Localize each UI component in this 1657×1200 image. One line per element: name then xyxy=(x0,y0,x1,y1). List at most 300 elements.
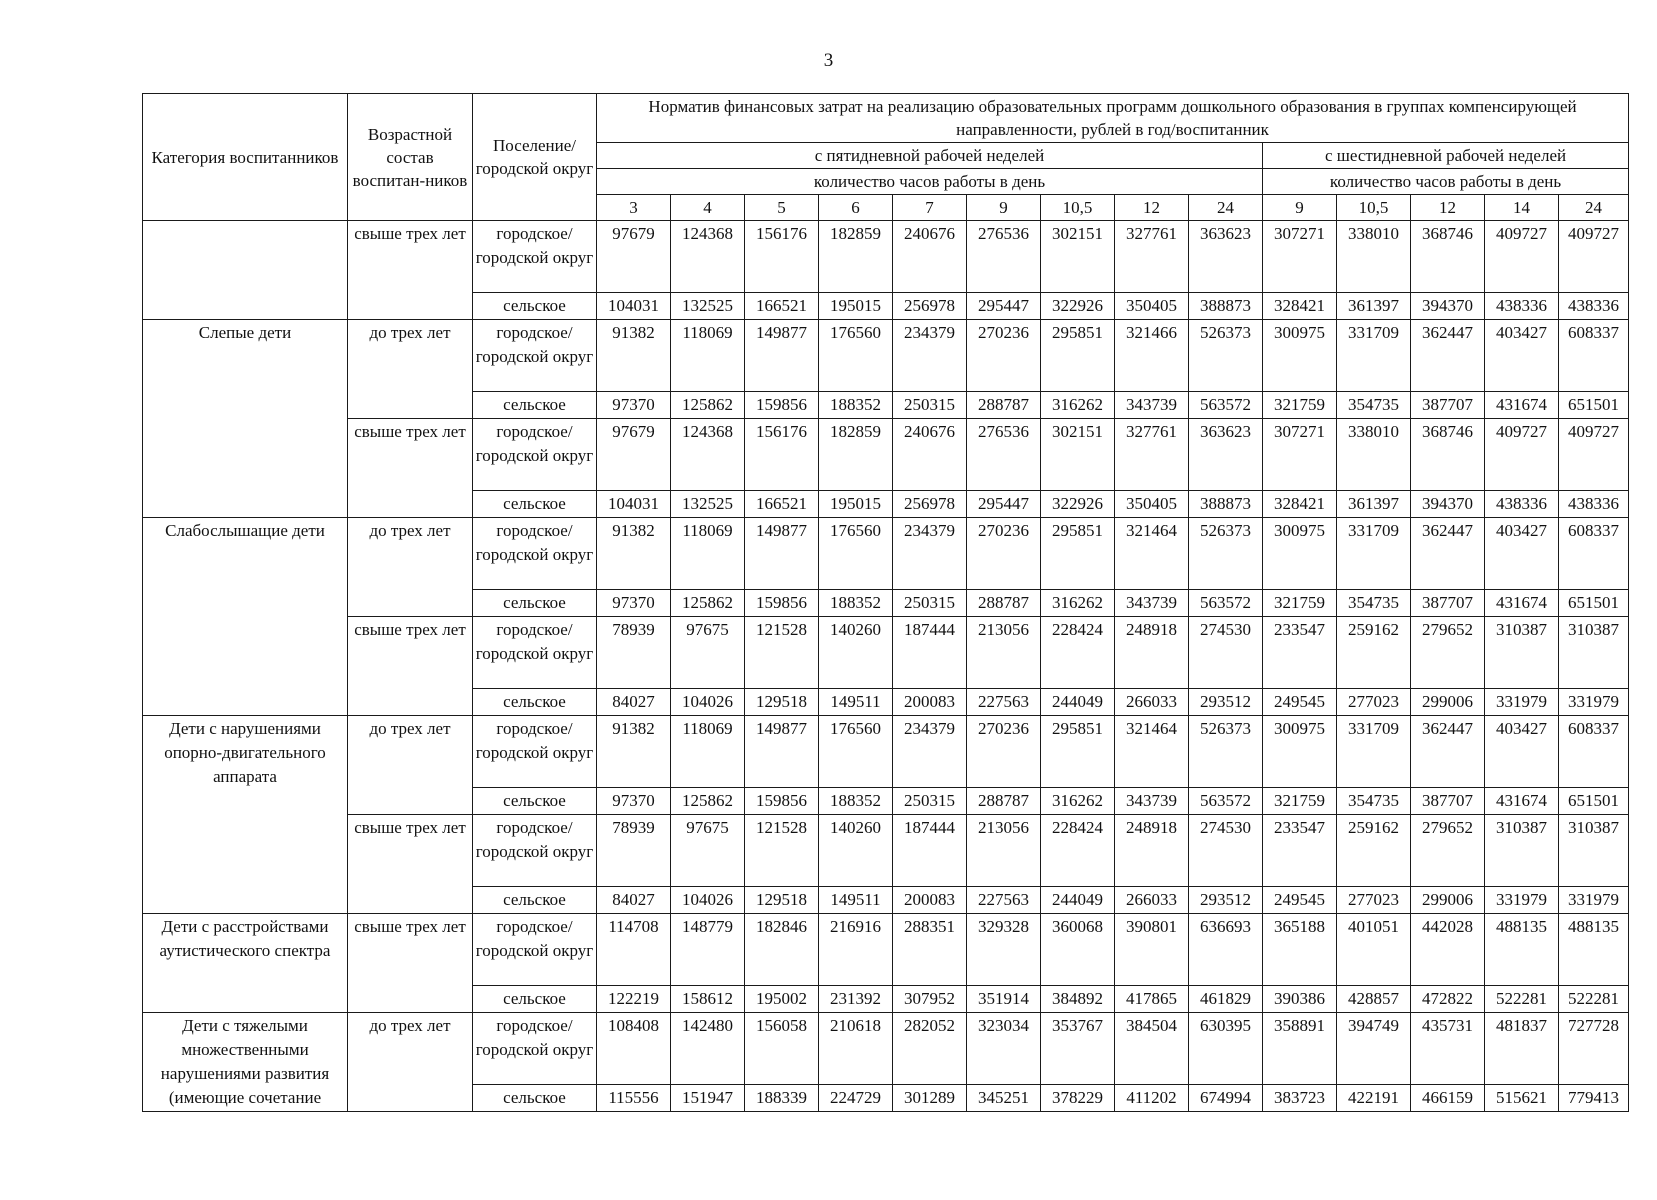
value-cell: 353767 xyxy=(1041,1013,1115,1085)
value-cell: 159856 xyxy=(745,392,819,419)
value-cell: 118069 xyxy=(671,320,745,392)
value-cell: 488135 xyxy=(1485,914,1559,986)
value-cell: 323034 xyxy=(967,1013,1041,1085)
value-cell: 97679 xyxy=(597,221,671,293)
value-cell: 158612 xyxy=(671,986,745,1013)
value-cell: 338010 xyxy=(1337,419,1411,491)
value-cell: 321464 xyxy=(1115,716,1189,788)
value-cell: 91382 xyxy=(597,320,671,392)
value-cell: 256978 xyxy=(893,491,967,518)
value-cell: 78939 xyxy=(597,617,671,689)
settlement-cell: сельское xyxy=(473,1085,597,1112)
value-cell: 156058 xyxy=(745,1013,819,1085)
value-cell: 310387 xyxy=(1485,617,1559,689)
value-cell: 195015 xyxy=(819,293,893,320)
value-cell: 466159 xyxy=(1411,1085,1485,1112)
value-cell: 248918 xyxy=(1115,815,1189,887)
value-cell: 234379 xyxy=(893,716,967,788)
value-cell: 299006 xyxy=(1411,689,1485,716)
value-cell: 526373 xyxy=(1189,320,1263,392)
value-cell: 276536 xyxy=(967,221,1041,293)
settlement-cell: сельское xyxy=(473,293,597,320)
age-cell: свыше трех лет xyxy=(348,419,473,518)
value-cell: 78939 xyxy=(597,815,671,887)
value-cell: 149511 xyxy=(819,689,893,716)
value-cell: 384504 xyxy=(1115,1013,1189,1085)
value-cell: 608337 xyxy=(1559,518,1629,590)
header-category: Категория воспитанников xyxy=(143,94,348,221)
settlement-cell: городское/ городской округ xyxy=(473,617,597,689)
table-row xyxy=(143,221,1629,293)
value-cell: 321759 xyxy=(1263,788,1337,815)
value-cell: 213056 xyxy=(967,617,1041,689)
value-cell: 97675 xyxy=(671,617,745,689)
value-cell: 409727 xyxy=(1485,419,1559,491)
value-cell: 282052 xyxy=(893,1013,967,1085)
category-cell: Дети с нарушениями опорно-двигательного аппарата xyxy=(143,716,348,914)
value-cell: 363623 xyxy=(1189,419,1263,491)
value-cell: 409727 xyxy=(1485,221,1559,293)
value-cell: 310387 xyxy=(1485,815,1559,887)
value-cell: 321759 xyxy=(1263,392,1337,419)
hours-cell: 9 xyxy=(1263,195,1337,221)
value-cell: 231392 xyxy=(819,986,893,1013)
value-cell: 97679 xyxy=(597,419,671,491)
value-cell: 354735 xyxy=(1337,392,1411,419)
value-cell: 84027 xyxy=(597,887,671,914)
value-cell: 279652 xyxy=(1411,815,1485,887)
value-cell: 216916 xyxy=(819,914,893,986)
value-cell: 176560 xyxy=(819,320,893,392)
settlement-cell: городское/ городской округ xyxy=(473,320,597,392)
value-cell: 472822 xyxy=(1411,986,1485,1013)
value-cell: 360068 xyxy=(1041,914,1115,986)
value-cell: 608337 xyxy=(1559,716,1629,788)
value-cell: 350405 xyxy=(1115,293,1189,320)
value-cell: 244049 xyxy=(1041,887,1115,914)
category-cell: Дети с расстройствами аутистического спектра xyxy=(143,914,348,1013)
value-cell: 321759 xyxy=(1263,590,1337,617)
table-row xyxy=(143,914,1629,986)
value-cell: 266033 xyxy=(1115,689,1189,716)
value-cell: 362447 xyxy=(1411,716,1485,788)
table-body xyxy=(143,221,1629,1112)
value-cell: 166521 xyxy=(745,491,819,518)
table-row xyxy=(143,1013,1629,1085)
value-cell: 270236 xyxy=(967,716,1041,788)
value-cell: 288351 xyxy=(893,914,967,986)
value-cell: 343739 xyxy=(1115,392,1189,419)
value-cell: 435731 xyxy=(1411,1013,1485,1085)
value-cell: 293512 xyxy=(1189,689,1263,716)
value-cell: 331709 xyxy=(1337,716,1411,788)
value-cell: 563572 xyxy=(1189,590,1263,617)
value-cell: 213056 xyxy=(967,815,1041,887)
age-cell: до трех лет xyxy=(348,518,473,617)
value-cell: 182859 xyxy=(819,221,893,293)
value-cell: 149511 xyxy=(819,887,893,914)
value-cell: 270236 xyxy=(967,518,1041,590)
value-cell: 266033 xyxy=(1115,887,1189,914)
hours-cell: 9 xyxy=(967,195,1041,221)
value-cell: 651501 xyxy=(1559,392,1629,419)
value-cell: 428857 xyxy=(1337,986,1411,1013)
value-cell: 104026 xyxy=(671,689,745,716)
header-hours-five: количество часов работы в день xyxy=(597,169,1263,195)
value-cell: 176560 xyxy=(819,716,893,788)
normative-table xyxy=(142,93,1629,1112)
value-cell: 563572 xyxy=(1189,392,1263,419)
value-cell: 227563 xyxy=(967,887,1041,914)
value-cell: 401051 xyxy=(1337,914,1411,986)
value-cell: 438336 xyxy=(1559,293,1629,320)
value-cell: 316262 xyxy=(1041,788,1115,815)
value-cell: 176560 xyxy=(819,518,893,590)
header-norm: Норматив финансовых затрат на реализацию образовательных программ дошкольного образования в группах компенсирующей направленности, рублей в год/воспитанник xyxy=(597,94,1629,143)
value-cell: 200083 xyxy=(893,887,967,914)
hours-cell: 7 xyxy=(893,195,967,221)
table-row xyxy=(143,815,1629,887)
hours-cell: 10,5 xyxy=(1041,195,1115,221)
value-cell: 104026 xyxy=(671,887,745,914)
age-cell: свыше трех лет xyxy=(348,617,473,716)
settlement-cell: городское/ городской округ xyxy=(473,419,597,491)
value-cell: 277023 xyxy=(1337,689,1411,716)
value-cell: 362447 xyxy=(1411,320,1485,392)
value-cell: 481837 xyxy=(1485,1013,1559,1085)
value-cell: 104031 xyxy=(597,293,671,320)
value-cell: 390386 xyxy=(1263,986,1337,1013)
settlement-cell: сельское xyxy=(473,986,597,1013)
value-cell: 394749 xyxy=(1337,1013,1411,1085)
value-cell: 129518 xyxy=(745,689,819,716)
value-cell: 233547 xyxy=(1263,815,1337,887)
value-cell: 121528 xyxy=(745,617,819,689)
hours-cell: 24 xyxy=(1189,195,1263,221)
settlement-cell: сельское xyxy=(473,590,597,617)
table-header xyxy=(143,94,1629,221)
value-cell: 149877 xyxy=(745,320,819,392)
value-cell: 122219 xyxy=(597,986,671,1013)
value-cell: 159856 xyxy=(745,788,819,815)
value-cell: 156176 xyxy=(745,419,819,491)
value-cell: 636693 xyxy=(1189,914,1263,986)
value-cell: 331979 xyxy=(1559,887,1629,914)
value-cell: 674994 xyxy=(1189,1085,1263,1112)
value-cell: 115556 xyxy=(597,1085,671,1112)
value-cell: 249545 xyxy=(1263,689,1337,716)
value-cell: 310387 xyxy=(1559,617,1629,689)
age-cell: до трех лет xyxy=(348,1013,473,1112)
value-cell: 394370 xyxy=(1411,293,1485,320)
value-cell: 361397 xyxy=(1337,293,1411,320)
value-cell: 461829 xyxy=(1189,986,1263,1013)
value-cell: 300975 xyxy=(1263,716,1337,788)
value-cell: 321466 xyxy=(1115,320,1189,392)
value-cell: 240676 xyxy=(893,221,967,293)
category-cell: Дети с тяжелыми множественными нарушениями развития (имеющие сочетание xyxy=(143,1013,348,1112)
value-cell: 387707 xyxy=(1411,590,1485,617)
value-cell: 351914 xyxy=(967,986,1041,1013)
value-cell: 365188 xyxy=(1263,914,1337,986)
value-cell: 388873 xyxy=(1189,293,1263,320)
value-cell: 526373 xyxy=(1189,716,1263,788)
value-cell: 431674 xyxy=(1485,788,1559,815)
value-cell: 188352 xyxy=(819,590,893,617)
value-cell: 300975 xyxy=(1263,320,1337,392)
value-cell: 388873 xyxy=(1189,491,1263,518)
value-cell: 125862 xyxy=(671,392,745,419)
value-cell: 403427 xyxy=(1485,518,1559,590)
value-cell: 121528 xyxy=(745,815,819,887)
value-cell: 276536 xyxy=(967,419,1041,491)
hours-cell: 12 xyxy=(1411,195,1485,221)
header-six-day: с шестидневной рабочей неделей xyxy=(1263,143,1629,169)
value-cell: 363623 xyxy=(1189,221,1263,293)
value-cell: 403427 xyxy=(1485,716,1559,788)
header-five-day: с пятидневной рабочей неделей xyxy=(597,143,1263,169)
value-cell: 249545 xyxy=(1263,887,1337,914)
value-cell: 233547 xyxy=(1263,617,1337,689)
value-cell: 328421 xyxy=(1263,491,1337,518)
value-cell: 288787 xyxy=(967,590,1041,617)
header-hours-six: количество часов работы в день xyxy=(1263,169,1629,195)
hours-cell: 24 xyxy=(1559,195,1629,221)
settlement-cell: городское/ городской округ xyxy=(473,1013,597,1085)
value-cell: 563572 xyxy=(1189,788,1263,815)
value-cell: 295851 xyxy=(1041,716,1115,788)
hours-cell: 4 xyxy=(671,195,745,221)
table-row xyxy=(143,518,1629,590)
value-cell: 125862 xyxy=(671,590,745,617)
hours-cell: 6 xyxy=(819,195,893,221)
value-cell: 182859 xyxy=(819,419,893,491)
value-cell: 431674 xyxy=(1485,392,1559,419)
value-cell: 97370 xyxy=(597,590,671,617)
value-cell: 322926 xyxy=(1041,293,1115,320)
value-cell: 438336 xyxy=(1485,491,1559,518)
value-cell: 188339 xyxy=(745,1085,819,1112)
value-cell: 187444 xyxy=(893,617,967,689)
value-cell: 727728 xyxy=(1559,1013,1629,1085)
settlement-cell: городское/ городской округ xyxy=(473,914,597,986)
value-cell: 327761 xyxy=(1115,221,1189,293)
value-cell: 248918 xyxy=(1115,617,1189,689)
value-cell: 108408 xyxy=(597,1013,671,1085)
value-cell: 132525 xyxy=(671,293,745,320)
value-cell: 159856 xyxy=(745,590,819,617)
value-cell: 195015 xyxy=(819,491,893,518)
value-cell: 338010 xyxy=(1337,221,1411,293)
value-cell: 383723 xyxy=(1263,1085,1337,1112)
value-cell: 149877 xyxy=(745,518,819,590)
value-cell: 129518 xyxy=(745,887,819,914)
settlement-cell: городское/ городской округ xyxy=(473,716,597,788)
value-cell: 302151 xyxy=(1041,419,1115,491)
value-cell: 277023 xyxy=(1337,887,1411,914)
value-cell: 250315 xyxy=(893,788,967,815)
value-cell: 302151 xyxy=(1041,221,1115,293)
page-number: 3 xyxy=(823,50,834,71)
settlement-cell: сельское xyxy=(473,788,597,815)
settlement-cell: сельское xyxy=(473,491,597,518)
value-cell: 322926 xyxy=(1041,491,1115,518)
value-cell: 358891 xyxy=(1263,1013,1337,1085)
age-cell: до трех лет xyxy=(348,320,473,419)
settlement-cell: городское/ городской округ xyxy=(473,815,597,887)
value-cell: 403427 xyxy=(1485,320,1559,392)
value-cell: 316262 xyxy=(1041,392,1115,419)
hours-cell: 12 xyxy=(1115,195,1189,221)
value-cell: 422191 xyxy=(1337,1085,1411,1112)
value-cell: 274530 xyxy=(1189,815,1263,887)
value-cell: 97675 xyxy=(671,815,745,887)
category-cell: Слабослышащие дети xyxy=(143,518,348,716)
value-cell: 244049 xyxy=(1041,689,1115,716)
value-cell: 182846 xyxy=(745,914,819,986)
value-cell: 228424 xyxy=(1041,617,1115,689)
settlement-cell: городское/ городской округ xyxy=(473,518,597,590)
settlement-cell: сельское xyxy=(473,887,597,914)
value-cell: 301289 xyxy=(893,1085,967,1112)
value-cell: 307271 xyxy=(1263,221,1337,293)
value-cell: 343739 xyxy=(1115,590,1189,617)
value-cell: 327761 xyxy=(1115,419,1189,491)
value-cell: 417865 xyxy=(1115,986,1189,1013)
value-cell: 234379 xyxy=(893,320,967,392)
value-cell: 368746 xyxy=(1411,419,1485,491)
value-cell: 114708 xyxy=(597,914,671,986)
value-cell: 259162 xyxy=(1337,617,1411,689)
value-cell: 387707 xyxy=(1411,788,1485,815)
value-cell: 608337 xyxy=(1559,320,1629,392)
value-cell: 166521 xyxy=(745,293,819,320)
settlement-cell: сельское xyxy=(473,689,597,716)
table-row xyxy=(143,419,1629,491)
category-cell xyxy=(143,221,348,320)
value-cell: 522281 xyxy=(1485,986,1559,1013)
settlement-cell: городское/ городской округ xyxy=(473,221,597,293)
value-cell: 630395 xyxy=(1189,1013,1263,1085)
value-cell: 288787 xyxy=(967,788,1041,815)
value-cell: 295851 xyxy=(1041,518,1115,590)
value-cell: 187444 xyxy=(893,815,967,887)
value-cell: 132525 xyxy=(671,491,745,518)
hours-cell: 14 xyxy=(1485,195,1559,221)
value-cell: 362447 xyxy=(1411,518,1485,590)
value-cell: 188352 xyxy=(819,392,893,419)
value-cell: 140260 xyxy=(819,815,893,887)
value-cell: 97370 xyxy=(597,788,671,815)
value-cell: 224729 xyxy=(819,1085,893,1112)
value-cell: 250315 xyxy=(893,590,967,617)
value-cell: 368746 xyxy=(1411,221,1485,293)
value-cell: 307952 xyxy=(893,986,967,1013)
value-cell: 321464 xyxy=(1115,518,1189,590)
value-cell: 228424 xyxy=(1041,815,1115,887)
hours-cell: 3 xyxy=(597,195,671,221)
header-settlement: Поселение/ городской округ xyxy=(473,94,597,221)
value-cell: 438336 xyxy=(1559,491,1629,518)
table-row xyxy=(143,320,1629,392)
value-cell: 200083 xyxy=(893,689,967,716)
value-cell: 328421 xyxy=(1263,293,1337,320)
value-cell: 210618 xyxy=(819,1013,893,1085)
value-cell: 300975 xyxy=(1263,518,1337,590)
value-cell: 293512 xyxy=(1189,887,1263,914)
value-cell: 409727 xyxy=(1559,419,1629,491)
value-cell: 250315 xyxy=(893,392,967,419)
value-cell: 522281 xyxy=(1559,986,1629,1013)
value-cell: 387707 xyxy=(1411,392,1485,419)
value-cell: 234379 xyxy=(893,518,967,590)
value-cell: 124368 xyxy=(671,419,745,491)
value-cell: 515621 xyxy=(1485,1085,1559,1112)
value-cell: 148779 xyxy=(671,914,745,986)
value-cell: 279652 xyxy=(1411,617,1485,689)
value-cell: 779413 xyxy=(1559,1085,1629,1112)
age-cell: свыше трех лет xyxy=(348,221,473,320)
value-cell: 270236 xyxy=(967,320,1041,392)
value-cell: 240676 xyxy=(893,419,967,491)
value-cell: 394370 xyxy=(1411,491,1485,518)
value-cell: 295851 xyxy=(1041,320,1115,392)
value-cell: 354735 xyxy=(1337,590,1411,617)
value-cell: 91382 xyxy=(597,518,671,590)
value-cell: 488135 xyxy=(1559,914,1629,986)
value-cell: 378229 xyxy=(1041,1085,1115,1112)
value-cell: 331979 xyxy=(1485,887,1559,914)
age-cell: свыше трех лет xyxy=(348,815,473,914)
age-cell: свыше трех лет xyxy=(348,914,473,1013)
value-cell: 142480 xyxy=(671,1013,745,1085)
value-cell: 124368 xyxy=(671,221,745,293)
value-cell: 295447 xyxy=(967,491,1041,518)
value-cell: 331709 xyxy=(1337,320,1411,392)
value-cell: 104031 xyxy=(597,491,671,518)
value-cell: 411202 xyxy=(1115,1085,1189,1112)
value-cell: 526373 xyxy=(1189,518,1263,590)
value-cell: 195002 xyxy=(745,986,819,1013)
value-cell: 442028 xyxy=(1411,914,1485,986)
category-cell: Слепые дети xyxy=(143,320,348,518)
hours-cell: 10,5 xyxy=(1337,195,1411,221)
header-age: Возрастной состав воспитан-ников xyxy=(348,94,473,221)
value-cell: 140260 xyxy=(819,617,893,689)
hours-cell: 5 xyxy=(745,195,819,221)
value-cell: 151947 xyxy=(671,1085,745,1112)
value-cell: 259162 xyxy=(1337,815,1411,887)
value-cell: 343739 xyxy=(1115,788,1189,815)
value-cell: 274530 xyxy=(1189,617,1263,689)
value-cell: 651501 xyxy=(1559,788,1629,815)
value-cell: 256978 xyxy=(893,293,967,320)
age-cell: до трех лет xyxy=(348,716,473,815)
value-cell: 354735 xyxy=(1337,788,1411,815)
value-cell: 310387 xyxy=(1559,815,1629,887)
table-row xyxy=(143,716,1629,788)
value-cell: 156176 xyxy=(745,221,819,293)
value-cell: 431674 xyxy=(1485,590,1559,617)
value-cell: 329328 xyxy=(967,914,1041,986)
value-cell: 345251 xyxy=(967,1085,1041,1112)
value-cell: 438336 xyxy=(1485,293,1559,320)
value-cell: 84027 xyxy=(597,689,671,716)
value-cell: 316262 xyxy=(1041,590,1115,617)
value-cell: 97370 xyxy=(597,392,671,419)
value-cell: 125862 xyxy=(671,788,745,815)
settlement-cell: сельское xyxy=(473,392,597,419)
